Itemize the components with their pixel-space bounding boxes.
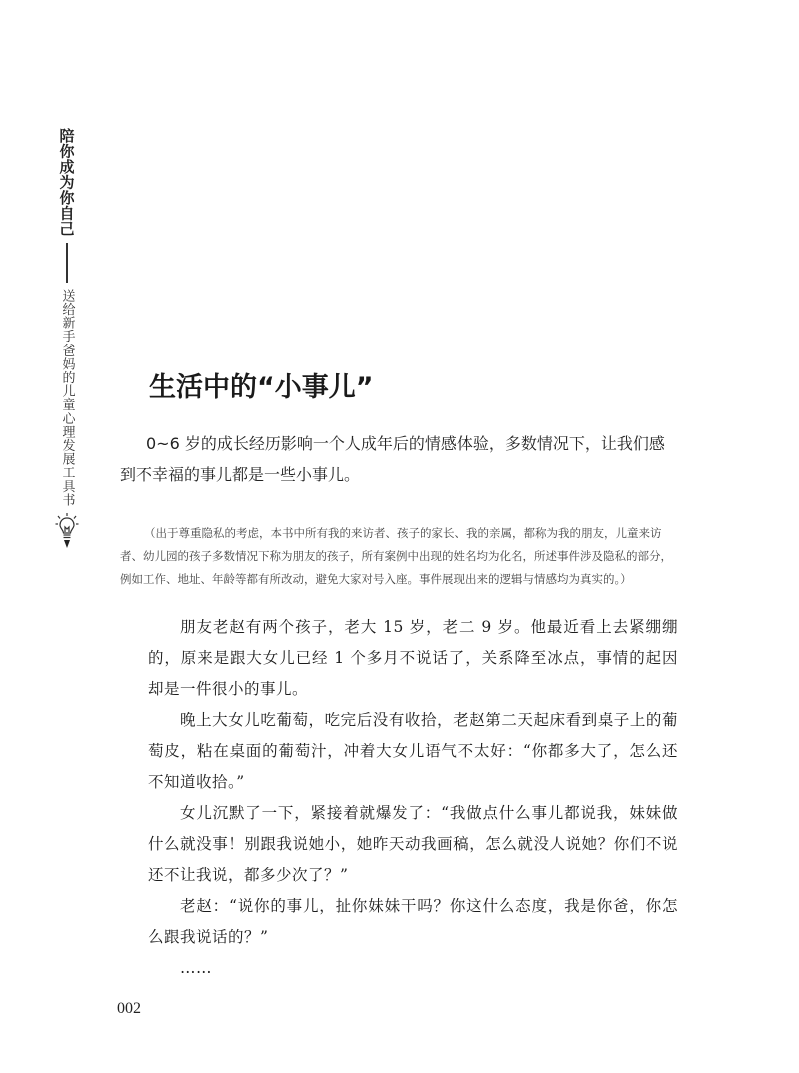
story-paragraph: 晚上大女儿吃葡萄，吃完后没有收拾，老赵第二天起床看到桌子上的葡萄皮，粘在桌面的葡萄汁，冲着大女儿语气不太好：“你都多大了，怎么还不知道收拾。”: [148, 711, 678, 791]
story-paragraph: 老赵：“说你的事儿，扯你妹妹干吗？你这什么态度，我是你爸，你怎么跟我说话的？”: [148, 897, 678, 946]
book-title: 陪你成为你自己: [57, 128, 76, 237]
story-body: [148, 612, 678, 984]
privacy-note: （出于尊重隐私的考虑，本书中所有我的来访者、孩子的家长、我的亲属，都称为我的朋友，儿童来访者、幼儿园的孩子多数情况下称为朋友的孩子，所有案例中出现的姓名均为化名，所述事件涉及隐私的部分，例如工作、地址、年龄等都有所改动，避免大家对号入座。事件展现出来的逻辑与情感均为真实的。）: [120, 526, 672, 586]
story-paragraph: 朋友老赵有两个孩子，老大 15 岁，老二 9 岁。他最近看上去紧绷绷的，原来是跟大女儿已经 1 个多月不说话了，关系降至冰点，事情的起因却是一件很小的事儿。: [148, 618, 678, 698]
title-dash: [66, 243, 68, 283]
intro-paragraph: 0~6 岁的成长经历影响一个人成年后的情感体验，多数情况下，让我们感到不幸福的事儿都是一些小事儿。: [120, 434, 665, 484]
section-heading: 生活中的“小事儿”: [149, 372, 374, 403]
book-subtitle: 送给新手爸妈的儿童心理发展工具书: [59, 288, 75, 507]
story-ellipsis: ……: [180, 959, 212, 977]
spine-title: [55, 128, 79, 552]
lightbulb-icon: [55, 512, 79, 552]
story-paragraph: 女儿沉默了一下，紧接着就爆发了：“我做点什么事儿都说我，妹妹做什么就没事！别跟我说她小，她昨天动我画稿，怎么就没人说她？你们不说还不让我说，都多少次了？”: [148, 804, 678, 884]
page-number: 002: [117, 1000, 141, 1017]
